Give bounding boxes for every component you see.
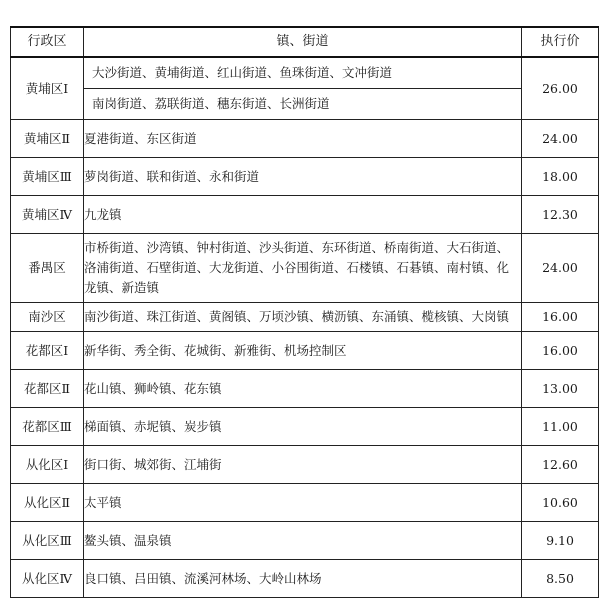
table-row	[11, 158, 599, 196]
streets-cell: 夏港街道、东区街道	[84, 120, 522, 158]
price-cell: 11.00	[522, 408, 599, 446]
streets-cell: 梯面镇、赤坭镇、炭步镇	[84, 408, 522, 446]
district-cell: 花都区Ⅱ	[11, 370, 84, 408]
table-row	[11, 196, 599, 234]
price-cell: 10.60	[522, 484, 599, 522]
district-cell: 从化区Ⅳ	[11, 560, 84, 598]
table-row	[11, 57, 599, 120]
table-row	[11, 332, 599, 370]
price-cell: 13.00	[522, 370, 599, 408]
district-cell: 番禺区	[11, 234, 84, 303]
district-cell: 从化区Ⅰ	[11, 446, 84, 484]
table-row	[11, 484, 599, 522]
price-table	[10, 26, 599, 598]
streets-cell: 市桥街道、沙湾镇、钟村街道、沙头街道、东环街道、桥南街道、大石街道、洛浦街道、石壁街道、大龙街道、小谷围街道、石楼镇、石碁镇、南村镇、化龙镇、新造镇	[84, 234, 522, 303]
price-cell: 16.00	[522, 332, 599, 370]
table-row	[11, 522, 599, 560]
streets-line: 大沙街道、黄埔街道、红山街道、鱼珠街道、文冲街道	[84, 58, 521, 89]
district-cell: 花都区Ⅰ	[11, 332, 84, 370]
streets-cell: 九龙镇	[84, 196, 522, 234]
district-cell: 黄埔区Ⅲ	[11, 158, 84, 196]
table-row	[11, 446, 599, 484]
district-cell: 南沙区	[11, 303, 84, 332]
streets-cell: 太平镇	[84, 484, 522, 522]
price-cell: 24.00	[522, 234, 599, 303]
district-cell: 从化区Ⅲ	[11, 522, 84, 560]
streets-cell: 花山镇、狮岭镇、花东镇	[84, 370, 522, 408]
price-cell: 18.00	[522, 158, 599, 196]
table-row	[11, 560, 599, 598]
streets-cell: 鳌头镇、温泉镇	[84, 522, 522, 560]
district-cell: 黄埔区Ⅱ	[11, 120, 84, 158]
price-cell: 12.60	[522, 446, 599, 484]
streets-cell: 南沙街道、珠江街道、黄阁镇、万顷沙镇、横沥镇、东涌镇、榄核镇、大岗镇	[84, 303, 522, 332]
district-cell: 黄埔区Ⅰ	[11, 57, 84, 120]
streets-line: 南岗街道、荔联街道、穗东街道、长洲街道	[92, 96, 330, 111]
table-row	[11, 408, 599, 446]
table-row	[11, 234, 599, 303]
price-cell: 8.50	[522, 560, 599, 598]
table-row	[11, 370, 599, 408]
price-cell: 9.10	[522, 522, 599, 560]
price-cell: 12.30	[522, 196, 599, 234]
streets-cell: 街口街、城郊街、江埔街	[84, 446, 522, 484]
price-cell: 24.00	[522, 120, 599, 158]
header-district: 行政区	[11, 27, 84, 57]
table-row	[11, 120, 599, 158]
district-cell: 花都区Ⅲ	[11, 408, 84, 446]
price-cell: 26.00	[522, 57, 599, 120]
district-cell: 从化区Ⅱ	[11, 484, 84, 522]
header-row	[11, 27, 599, 57]
district-cell: 黄埔区Ⅳ	[11, 196, 84, 234]
header-streets: 镇、街道	[84, 27, 522, 57]
streets-cell: 萝岗街道、联和街道、永和街道	[84, 158, 522, 196]
streets-cell	[84, 57, 522, 120]
table-row	[11, 303, 599, 332]
price-cell: 16.00	[522, 303, 599, 332]
streets-cell: 新华街、秀全街、花城街、新雅街、机场控制区	[84, 332, 522, 370]
header-price: 执行价	[522, 27, 599, 57]
streets-cell: 良口镇、吕田镇、流溪河林场、大岭山林场	[84, 560, 522, 598]
